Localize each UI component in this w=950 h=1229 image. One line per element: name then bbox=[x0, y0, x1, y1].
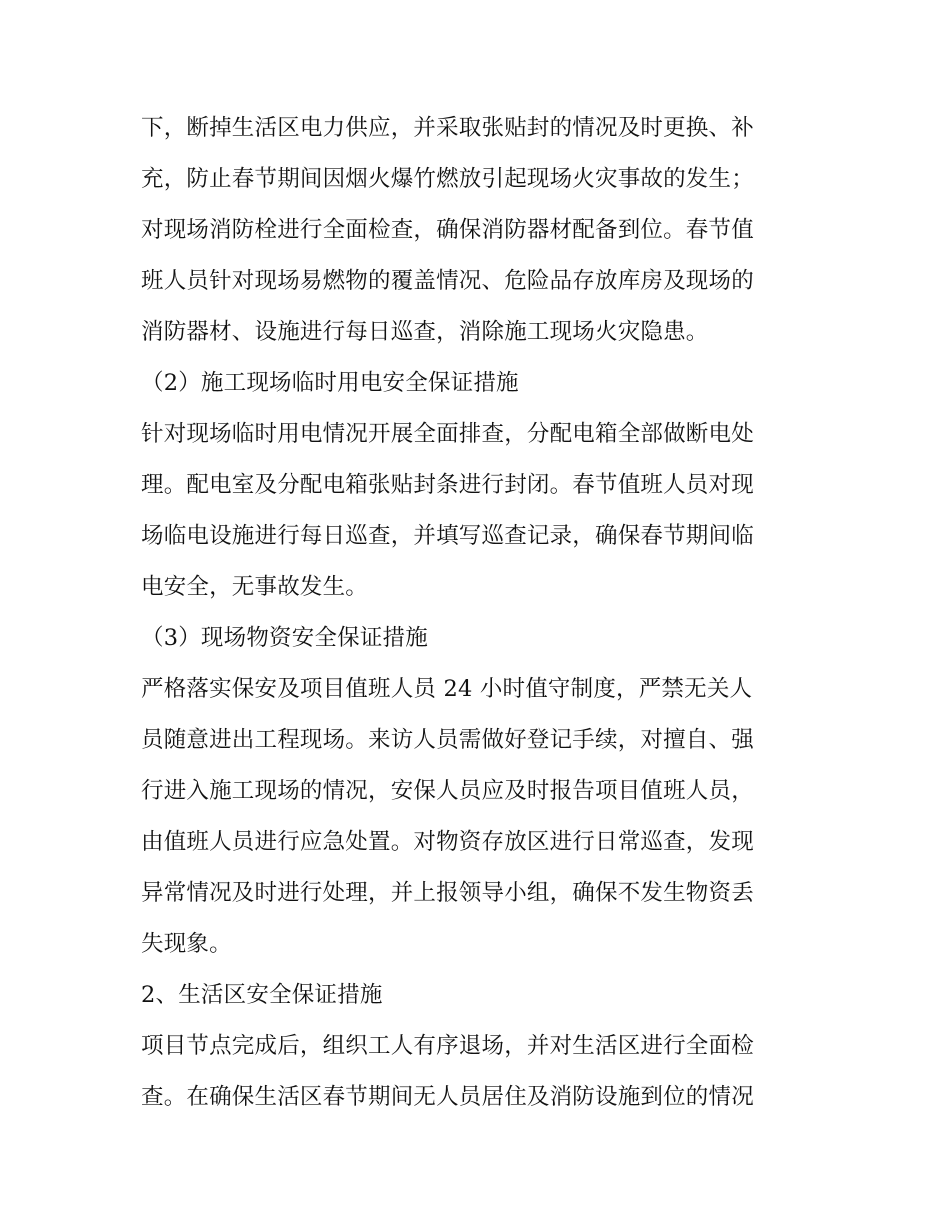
text-line: 充，防止春节期间因烟火爆竹燃放引起现场火灾事故的发生； bbox=[141, 166, 754, 192]
text-line: 查。在确保生活区春节期间无人员居住及消防设施到位的情况 bbox=[141, 1084, 754, 1110]
text-line: 项目节点完成后，组织工人有序退场，并对生活区进行全面检 bbox=[141, 1033, 754, 1059]
text-line: 针对现场临时用电情况开展全面排查，分配电箱全部做断电处 bbox=[141, 421, 754, 447]
text-line: 员随意进出工程现场。来访人员需做好登记手续，对擅自、强 bbox=[141, 727, 754, 753]
text-line: 消防器材、设施进行每日巡查，消除施工现场火灾隐患。 bbox=[141, 319, 709, 345]
text-line: 由值班人员进行应急处置。对物资存放区进行日常巡查，发现 bbox=[141, 829, 754, 855]
text-line: 理。配电室及分配电箱张贴封条进行封闭。春节值班人员对现 bbox=[141, 472, 754, 498]
text-line: 电安全，无事故发生。 bbox=[141, 574, 369, 600]
text-line: 对现场消防栓进行全面检查，确保消防器材配备到位。春节值 bbox=[141, 217, 754, 243]
text-line: 场临电设施进行每日巡查，并填写巡查记录，确保春节期间临 bbox=[141, 523, 754, 549]
text-line: 异常情况及时进行处理，并上报领导小组，确保不发生物资丢 bbox=[141, 880, 754, 906]
text-line: 班人员针对现场易燃物的覆盖情况、危险品存放库房及现场的 bbox=[141, 268, 754, 294]
text-line: 下，断掉生活区电力供应，并采取张贴封的情况及时更换、补 bbox=[141, 115, 754, 141]
text-line: 行进入施工现场的情况，安保人员应及时报告项目值班人员， bbox=[141, 778, 754, 804]
text-line: 失现象。 bbox=[141, 931, 232, 957]
section-heading: 2、生活区安全保证措施 bbox=[141, 982, 383, 1008]
section-heading: （3）现场物资安全保证措施 bbox=[141, 625, 428, 651]
section-heading: （2）施工现场临时用电安全保证措施 bbox=[141, 370, 519, 396]
text-line: 严格落实保安及项目值班人员 24 小时值守制度，严禁无关人 bbox=[141, 676, 753, 702]
